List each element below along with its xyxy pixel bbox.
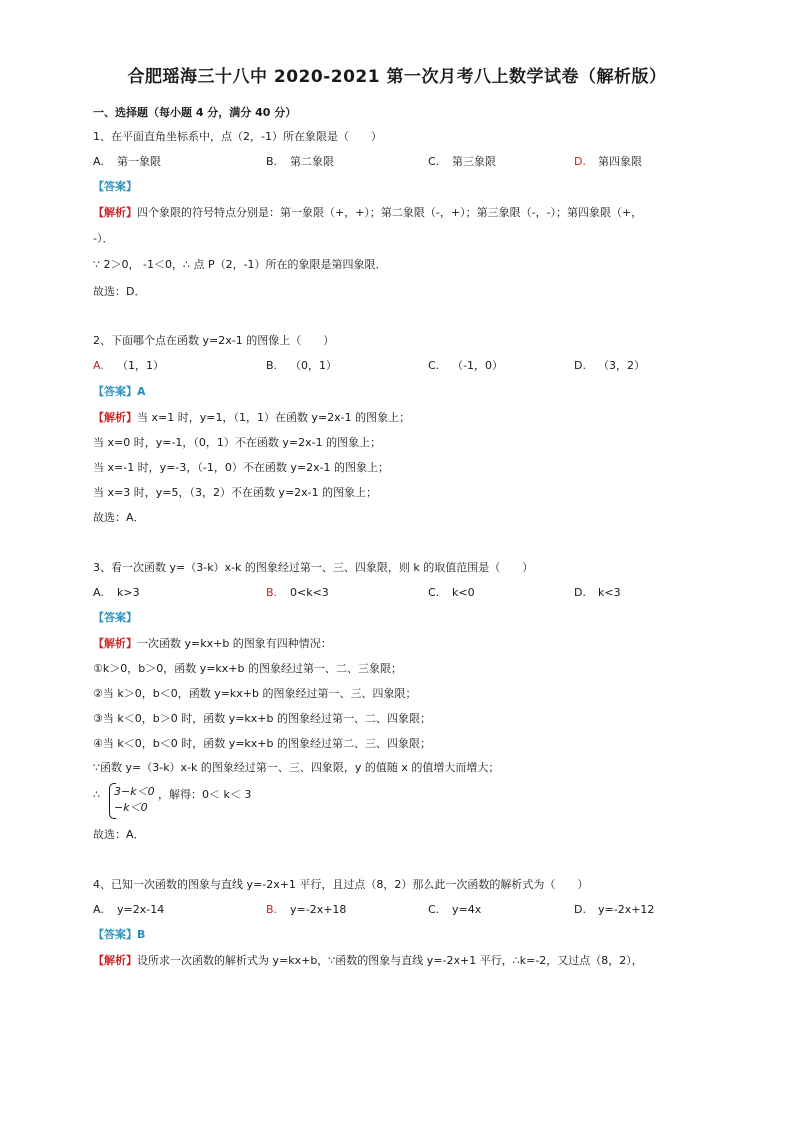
option-letter: C. [428,155,440,168]
page-title: 合肥瑶海三十八中 2020-2021 第一次月考八上数学试卷（解析版） [127,67,667,87]
answer-value: A [137,385,146,398]
option-text: 第四象限 [598,155,642,168]
option-text: （0，1） [290,359,337,372]
option-text: 第一象限 [117,155,161,168]
q3-explanation-6: ∵函数 y=（3-k）x-k 的图象经过第一、三、四象限，y 的值随 x 的值增大而增大； [93,761,500,774]
explanation-tag: 【解析】 [93,411,137,424]
q2-explanation-4: 当 x=3 时，y=5，（3，2）不在函数 y=2x-1 的图象上； [93,486,378,499]
q1-option-a [93,155,161,169]
q2-option-d [574,359,645,373]
q3-stem: 3、看一次函数 y=（3-k）x-k 的图象经过第一、三、四象限，则 k 的取值范围是（ ） [93,561,534,574]
option-text: k>3 [117,586,140,599]
q2-option-c [428,359,503,373]
explanation-tag: 【解析】 [93,637,137,650]
q3-option-a [93,586,140,600]
q4-option-b [266,903,346,917]
option-letter: A. [93,586,104,599]
option-letter: B. [266,586,278,599]
q2-answer-line [93,385,146,399]
option-letter: C. [428,903,440,916]
option-text: （1，1） [117,359,164,372]
option-text: （-1，0） [452,359,503,372]
option-text: 第二象限 [290,155,334,168]
q1-explanation-4: 故选：D． [93,285,146,298]
q2-explanation-3: 当 x=-1 时，y=-3，（-1，0）不在函数 y=2x-1 的图象上； [93,461,390,474]
q1-option-b [266,155,334,169]
q4-answer-line [93,928,145,942]
answer-tag: 【答案】 [93,928,137,941]
q2-option-b [266,359,337,373]
q3-option-c [428,586,475,600]
system-inequality-1: 3−k＜0 [114,785,155,798]
q2-option-a [93,359,164,373]
answer-value: B [137,928,146,941]
q3-explanation-7: 故选：A． [93,828,145,841]
option-letter: B. [266,359,278,372]
q4-option-c [428,903,481,917]
q2-explanation-2: 当 x=0 时，y=-1，（0，1）不在函数 y=2x-1 的图象上； [93,436,382,449]
q4-explanation-1 [93,954,643,968]
q3-option-b [266,586,329,600]
q1-explanation-2: -）． [93,232,114,245]
option-letter: B. [266,155,278,168]
q2-stem: 2、下面哪个点在函数 y=2x-1 的图像上（ ） [93,334,335,347]
explanation-tag: 【解析】 [93,206,137,219]
q1-explanation-3: ∵ 2＞0， -1＜0，∴ 点 P（2，-1）所在的象限是第四象限． [93,258,387,271]
system-solution: ，解得：0＜ k＜ 3 [158,788,252,801]
option-letter: C. [428,359,440,372]
option-letter: A. [93,903,104,916]
q3-explanation-3: ②当 k＞0，b＜0，函数 y=kx+b 的图象经过第一、三、四象限； [93,687,417,700]
option-text: 第三象限 [452,155,496,168]
option-letter: D. [574,903,586,916]
option-letter: B. [266,903,278,916]
option-text: （3，2） [598,359,645,372]
q3-explanation-4: ③当 k＜0，b＞0 时，函数 y=kx+b 的图象经过第一、二、四象限； [93,712,432,725]
option-letter: D. [574,359,586,372]
explanation-text: 设所求一次函数的解析式为 y=kx+b，∵函数的图象与直线 y=-2x+1 平行，∴k=-2，又过点（8，2）， [137,954,643,967]
option-text: y=-2x+18 [290,903,347,916]
q3-explanation-2: ①k＞0，b＞0，函数 y=kx+b 的图象经过第一、二、三象限； [93,662,403,675]
q1-stem: 1、在平面直角坐标系中，点（2，-1）所在象限是（ ） [93,130,382,143]
q1-option-c [428,155,496,169]
option-letter: A. [93,155,104,168]
option-letter: C. [428,586,440,599]
q3-explanation-1 [93,637,332,651]
option-text: y=2x-14 [117,903,165,916]
explanation-text: 当 x=1 时，y=1，（1，1）在函数 y=2x-1 的图象上； [137,411,411,424]
q1-answer-line [93,180,137,194]
q3-option-d [574,586,621,600]
system-inequality-2: −k＜0 [114,801,148,814]
explanation-text: 四个象限的符号特点分别是：第一象限（+，+）；第二象限（-，+）；第三象限（-，-）；第四象限（+， [137,206,643,219]
option-text: k<0 [452,586,475,599]
section-heading: 一、选择题（每小题 4 分，满分 40 分） [93,106,297,119]
option-text: 0<k<3 [290,586,329,599]
therefore-symbol: ∴ [93,788,100,801]
option-text: k<3 [598,586,621,599]
answer-tag: 【答案】 [93,611,137,624]
q4-option-a [93,903,164,917]
option-text: y=-2x+12 [598,903,655,916]
explanation-tag: 【解析】 [93,954,137,967]
q4-stem: 4、已知一次函数的图象与直线 y=-2x+1 平行，且过点（8，2）那么此一次函数的解析式为（ ） [93,878,589,891]
option-letter: A. [93,359,104,372]
option-letter: D. [574,586,586,599]
q4-option-d [574,903,654,917]
explanation-text: 一次函数 y=kx+b 的图象有四种情况： [137,637,332,650]
q1-option-d [574,155,642,169]
option-letter: D. [574,155,586,168]
q2-explanation-1 [93,411,410,425]
q3-answer-line [93,611,137,625]
q1-explanation-1 [93,206,642,220]
answer-tag: 【答案】 [93,385,137,398]
answer-tag: 【答案】 [93,180,137,193]
q2-explanation-5: 故选：A． [93,511,145,524]
option-text: y=4x [452,903,482,916]
q3-explanation-5: ④当 k＜0，b＜0 时，函数 y=kx+b 的图象经过第二、三、四象限； [93,737,432,750]
